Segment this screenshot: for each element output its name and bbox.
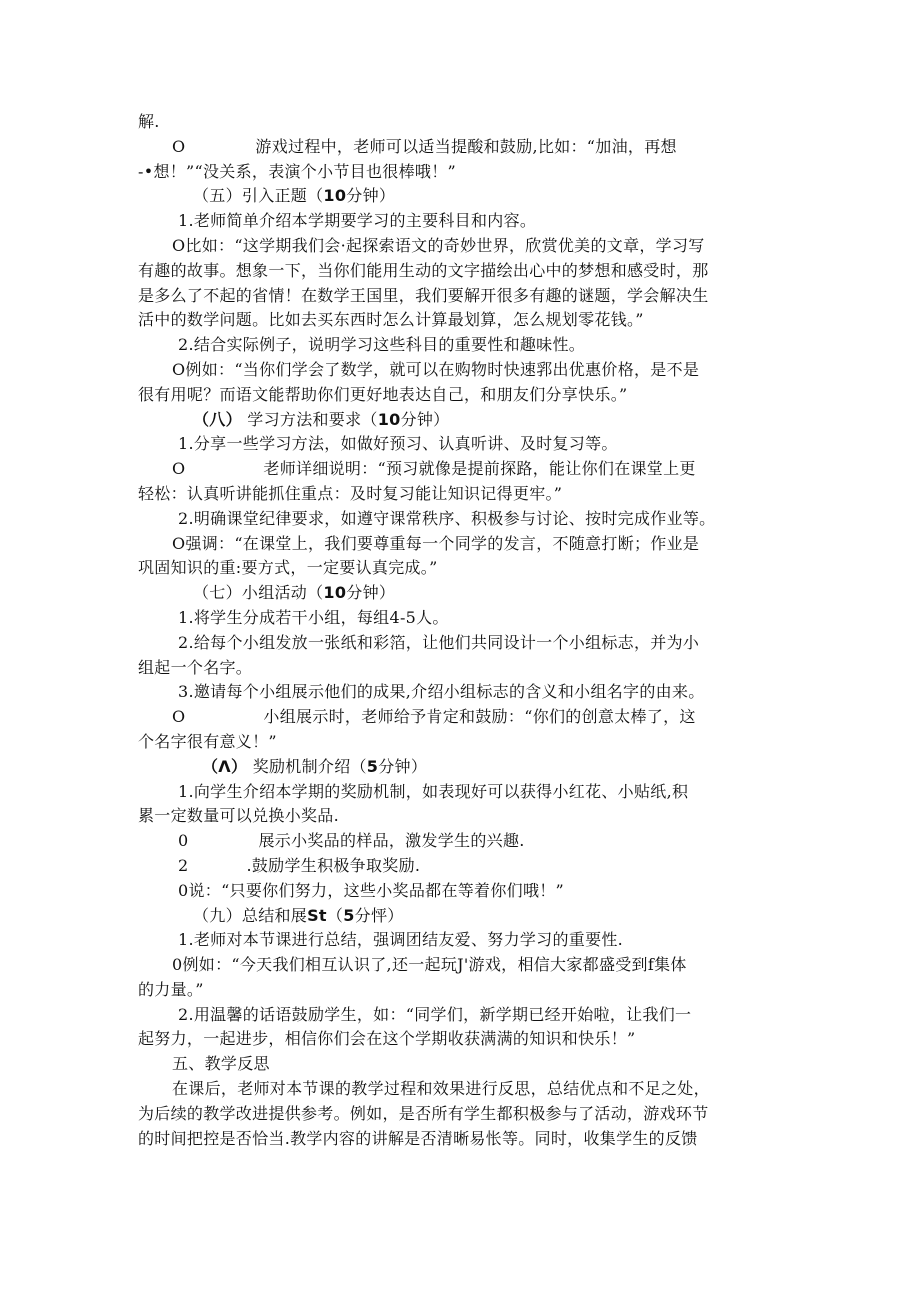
text-line: 的力量。” (138, 979, 204, 999)
text-line: 1.向学生介绍本学期的奖励机制，如表现好可以获得小红花、小贴纸,积 (178, 781, 689, 801)
heading-fragment: St (307, 905, 327, 925)
text-line: O强调：“在课堂上，我们要尊重每一个同学的发言，不随意打断；作业是 (172, 533, 700, 553)
text-line: 2.用温馨的话语鼓励学生，如：“同学们，新学期已经开始啦，让我们一 (178, 1004, 692, 1024)
text-line: 1.老师简单介绍本学期要学习的主要科目和内容。 (178, 211, 537, 231)
section-heading: （五）引入正题（10分钟） (193, 186, 396, 206)
text-line: 累一定数量可以兑换小奖品. (138, 806, 339, 826)
text-line (138, 829, 783, 854)
bullet-marker: O (172, 136, 186, 156)
text-line: 组起一个名字。 (138, 657, 253, 677)
text-line: O比如：“这学期我们会·起探索语文的奇妙世界，欣赏优美的文章，学习写 (172, 235, 705, 255)
text-line: 巩固知识的重:要方式，一定要认真完成。” (138, 558, 438, 578)
text-line: 2.明确课堂纪律要求，如遵守课常秩序、积极参与讨论、按时完成作业等。 (178, 508, 716, 528)
heading-number: 10 (377, 409, 401, 429)
text-line: 2.结合实际例子，说明学习这些科目的重要性和趣味性。 (178, 335, 586, 355)
heading-number: 5 (343, 905, 355, 925)
text-line: 为后续的教学改进提供参考。例如，是否所有学生都积极参与了活动，游戏环节 (138, 1103, 709, 1123)
heading-number: 5 (366, 756, 379, 776)
text-line (138, 457, 783, 482)
section-heading: （八） 学习方法和要求（10分钟） (193, 409, 450, 429)
text-line (138, 705, 783, 730)
section-heading: （七）小组活动（10分钟） (193, 583, 396, 603)
text-line: 是多么了不起的省情！在数学王国里，我们要解开很多有趣的谜题，学会解决生 (138, 285, 709, 305)
text-line: 3.邀请每个小组展示他们的成果,介绍小组标志的含义和小组名字的由来。 (178, 682, 705, 702)
text-line: 在课后，老师对本节课的教学过程和效果进行反思，总结优点和不足之处， (172, 1079, 710, 1099)
text-line: 0说：“只要你们努力，这些小奖品都在等着你们哦！” (178, 880, 565, 900)
text-line: 0例如：“今天我们相互认识了,还一起玩J'游戏，相信大家都盛受到f集体 (172, 955, 687, 975)
text-line: 的时间把控是否恰当.教学内容的讲解是否清晰易怅等。同时，收集学生的反馈 (138, 1128, 698, 1148)
line-text: 老师详细说明：“预习就像是提前探路，能让你们在课堂上更 (263, 459, 696, 479)
text-line: 解. (138, 112, 160, 131)
bullet-marker: 2 (178, 855, 189, 875)
heading-marker: （八） (193, 409, 242, 429)
section-heading: 五、教学反思 (172, 1054, 270, 1074)
text-line: 1.老师对本节课进行总结，强调团结友爱、努力学习的重要性. (178, 930, 624, 950)
text-line: 1.将学生分成若干小组，每组4-5人。 (178, 607, 449, 627)
line-text: .鼓励学生积极争取奖励. (246, 855, 421, 875)
text-line (138, 854, 783, 879)
section-heading: （Λ） 奖励机制介绍（5分钟） (202, 756, 428, 776)
text-line: 轻松：认真听讲能抓住重点：及时复习能让知识记得更牢。” (138, 483, 563, 503)
heading-marker: （Λ） (202, 756, 248, 776)
text-line: 很有用呢？而语文能帮助你们更好地表达自己，和朋友们分享快乐。” (138, 384, 628, 404)
text-line: 活中的数学问题。比如去买东西时怎么计算最划算，怎么规划零花钱。” (138, 310, 644, 330)
bullet-marker: 0 (178, 831, 189, 851)
bullet-marker: O (172, 707, 186, 727)
text-line: 2.给每个小组发放一张纸和彩箔，让他们共同设计一个小组标志，并为小 (178, 632, 700, 652)
line-text: 小组展示时，老师给予肯定和鼓励：“你们的创意太棒了，这 (263, 707, 696, 727)
line-text: 展示小奖品的样品，激发学生的兴趣. (258, 831, 525, 851)
text-line: 有趣的故事。想象一下，当你们能用生动的文字描绘出心中的梦想和感受时，那 (138, 260, 709, 280)
text-line: 1.分享一些学习方法，如做好预习、认真听讲、及时复习等。 (178, 434, 618, 454)
text-line: 个名字很有意义！” (138, 731, 277, 751)
bullet-marker: O (172, 459, 186, 479)
text-line (138, 135, 783, 160)
text-line: 起努力，一起进步，相信你们会在这个学期收获满满的知识和快乐！” (138, 1029, 636, 1049)
text-line: O例如：“当你们学会了数学，就可以在购物时快速郛出优惠价格，是不是 (172, 359, 700, 379)
document-body (138, 110, 783, 1151)
line-text: 游戏过程中，老师可以适当提酸和鼓励,比如：“加油，再想 (255, 136, 677, 156)
heading-number: 10 (323, 186, 347, 206)
section-heading: （九）总结和展St（5分怦） (193, 905, 404, 925)
heading-number: 10 (323, 583, 347, 603)
text-line: -•想！”“没关系，表演个小节目也很棒哦！” (138, 161, 456, 181)
